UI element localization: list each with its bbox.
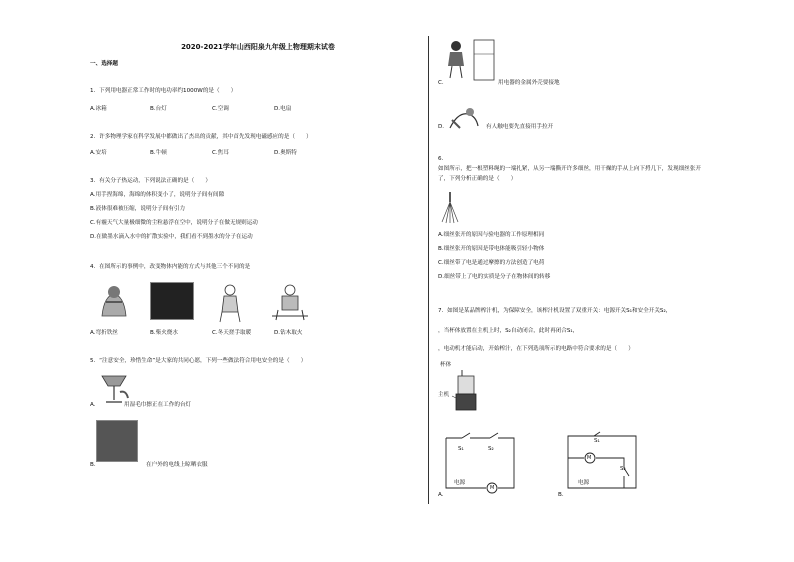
q6-option-a[interactable]: A.细丝张开的原因与验电器的工作原理相同 [438, 232, 545, 238]
desk-lamp-image [98, 372, 130, 404]
q4-option-b[interactable]: B.柴火烧水 [150, 330, 178, 336]
q7-stem-line1: 7．如图是某品牌榨汁机，为保障安全，该榨汁机设置了双重开关：电源开关S₁和安全开关S₂， [438, 308, 672, 314]
rubbing-hands-image [210, 282, 250, 322]
q3-option-b[interactable]: B.液体很难被压缩，说明分子间有引力 [90, 206, 186, 212]
q1-option-b[interactable]: B.台灯 [150, 106, 167, 112]
section-heading: 一、选择题 [90, 61, 118, 67]
circuit-b-s1: S₁ [594, 438, 600, 444]
q6-option-b[interactable]: B.细丝张开的原因是带电体能吸引轻小物体 [438, 246, 545, 252]
clothes-on-wire-image [96, 420, 138, 462]
juicer-cup-label: 杯体 [440, 362, 452, 368]
q2-option-d[interactable]: D.奥斯特 [274, 150, 297, 156]
q6-option-d[interactable]: D.细丝带上了电的实质是分子在物体间的转移 [438, 274, 551, 280]
q5-stem: 5．“注意安全，珍惜生命”是大家的共同心愿，下列一些做法符合用电安全的是（ ） [90, 358, 307, 364]
q4-stem: 4．在图所示的事例中，改变物体内能的方式与其他三个不同的是 [90, 264, 251, 270]
q5-option-c-text: 用电器的金属外壳要接地 [498, 80, 560, 86]
q1-option-d[interactable]: D.电扇 [274, 106, 292, 112]
page-title: 2020-2021学年山西阳泉九年级上物理期末试卷 [181, 43, 335, 51]
q7-stem-line2: ，当杯体放置在主机上时，S₂自动闭合，此时再闭合S₁， [438, 328, 579, 334]
circuit-b-power: 电源 [578, 480, 590, 486]
circuit-a-label[interactable]: A. [438, 492, 444, 498]
bending-wire-image [94, 282, 134, 318]
q5-option-b-text: 在户外的电线上晾晒衣服 [146, 462, 208, 468]
q2-option-c[interactable]: C.焦耳 [212, 150, 229, 156]
q5-option-a-text: 用湿毛巾擦正在工作的台灯 [124, 402, 192, 408]
q1-option-c[interactable]: C.空调 [212, 106, 229, 112]
q6-option-c[interactable]: C.细丝带了电是通过摩擦的方法创造了电荷 [438, 260, 545, 266]
circuit-a-power: 电源 [454, 480, 466, 486]
drilling-wood-image [268, 282, 312, 322]
q5-option-c-label[interactable]: C. [438, 80, 444, 86]
q5-option-d-text: 有人触电要先直接用手拉开 [486, 124, 554, 130]
q6-stem-line1: 如图所示，把一根塑料绳的一端扎紧，从另一端撕开许多细丝，用干燥的手从上向下捋几下，发现细丝张开 [438, 166, 701, 172]
q5-option-a-label[interactable]: A. [90, 402, 96, 408]
q7-stem-line3: ，电动机才能启动，开始榨汁，在下列选项所示的电路中符合要求的是（ ） [438, 346, 634, 352]
q2-option-a[interactable]: A.安培 [90, 150, 107, 156]
column-divider [428, 36, 429, 504]
q5-option-b-label[interactable]: B. [90, 462, 96, 468]
q4-option-d[interactable]: D.钻木取火 [274, 330, 303, 336]
circuit-b-motor: M [587, 455, 592, 461]
q2-stem: 2．许多物理学家在科学发展中都做出了杰出的贡献，其中首先发现电磁感应的是（ ） [90, 134, 312, 140]
circuit-b-s2: S₂ [620, 466, 626, 472]
q3-stem: 3．有关分子热运动，下列说法正确的是（ ） [90, 178, 212, 184]
q4-option-a[interactable]: A.弯折铁丝 [90, 330, 118, 336]
q4-option-c[interactable]: C.冬天搓手取暖 [212, 330, 252, 336]
q2-option-b[interactable]: B.牛顿 [150, 150, 167, 156]
circuit-b-diagram [564, 432, 640, 496]
juicer-base-label: 主机 [438, 392, 450, 398]
juicer-image [452, 368, 482, 414]
q1-option-a[interactable]: A.冰箱 [90, 106, 107, 112]
q1-stem: 1．下列用电器正常工作时的电功率约1000W的是（ ） [90, 88, 237, 94]
q6-number: 6． [438, 156, 448, 162]
q3-option-d[interactable]: D.在做墨水滴入水中的扩散实验中，我们看不到墨水的分子在运动 [90, 234, 253, 240]
circuit-a-s1: S₁ [458, 446, 464, 452]
fire-boiling-image [150, 282, 194, 320]
q3-option-a[interactable]: A.用手捏海绵，海绵的体积变小了，说明分子间有间隙 [90, 192, 225, 198]
electric-shock-image [446, 106, 482, 132]
grounded-fridge-image [444, 38, 500, 82]
q5-option-d-label[interactable]: D. [438, 124, 445, 130]
q3-option-c[interactable]: C.有霾天气大量极细微的尘粒悬浮在空中，说明分子在做无规则运动 [90, 220, 258, 226]
plastic-strings-image [440, 190, 460, 224]
circuit-a-s2: S₂ [488, 446, 494, 452]
circuit-a-motor: M [490, 485, 495, 491]
circuit-b-label[interactable]: B. [558, 492, 564, 498]
q6-stem-line2: 了，下列分析正确的是（ ） [438, 176, 517, 182]
